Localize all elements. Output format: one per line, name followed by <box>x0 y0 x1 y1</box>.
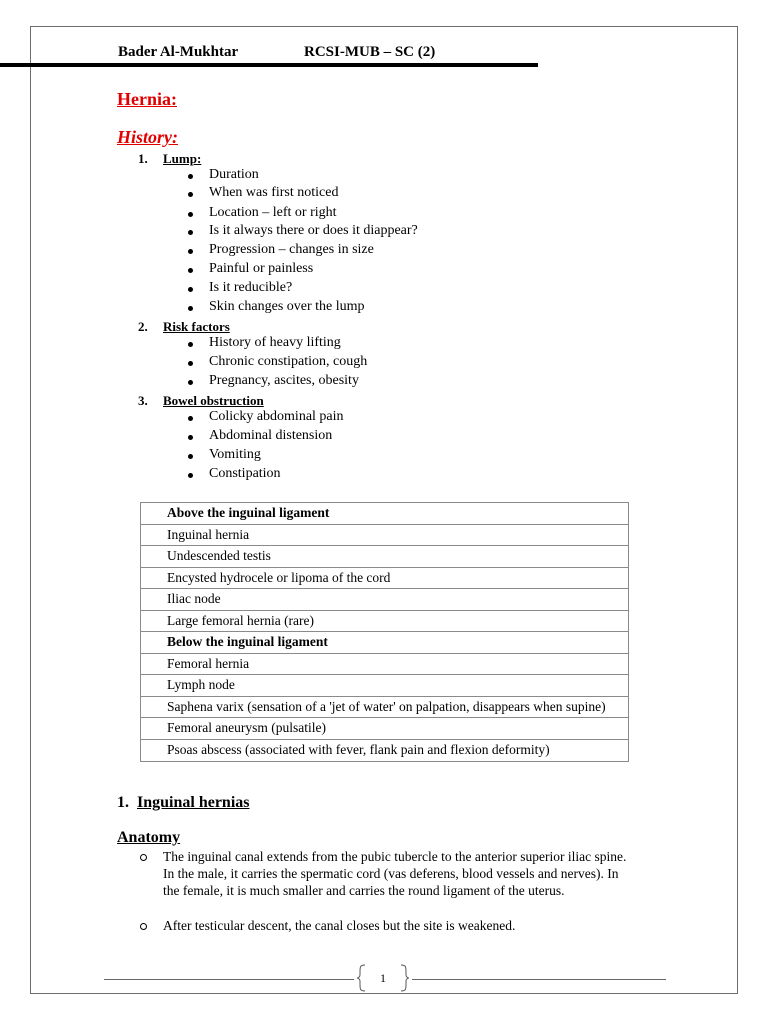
table-row: Saphena varix (sensation of a 'jet of water' on palpation, disappears when supine) <box>141 697 628 719</box>
table-row-heading-below: Below the inguinal ligament <box>141 632 628 654</box>
circle-bullet-icon <box>140 923 147 930</box>
page-number: 1 <box>380 971 386 985</box>
section-label-risk-factors: Risk factors <box>163 319 230 334</box>
list-item: Skin changes over the lump <box>209 299 365 314</box>
section-label-bowel-obstruction: Bowel obstruction <box>163 393 264 408</box>
list-item: Pregnancy, ascites, obesity <box>209 373 359 388</box>
section-number: 2. <box>138 319 148 334</box>
differential-table <box>140 502 629 762</box>
section-heading-inguinal <box>117 794 249 812</box>
bullet-icon <box>188 380 193 385</box>
section-label-lump: Lump: <box>163 151 202 166</box>
section-number: 1. <box>138 151 148 166</box>
table-row-heading-above: Above the inguinal ligament <box>141 503 628 525</box>
bullet-icon <box>188 473 193 478</box>
paragraph: The inguinal canal extends from the pubic tubercle to the anterior superior iliac spine. In the male, it carries the spermatic cord (vas deferens, blood vessels and nerves). In the female, it is much smaller and carries the round ligament of the uterus. <box>163 849 627 898</box>
bullet-icon <box>188 192 193 197</box>
bullet-icon <box>188 174 193 179</box>
table-row: Inguinal hernia <box>141 525 628 547</box>
bullet-icon <box>188 306 193 311</box>
bullet-icon <box>188 287 193 292</box>
bullet-icon <box>188 435 193 440</box>
table-row: Femoral aneurysm (pulsatile) <box>141 718 628 740</box>
list-item: Is it always there or does it diappear? <box>209 223 418 238</box>
bullet-icon <box>188 342 193 347</box>
section-number: 1. <box>117 794 129 811</box>
bullet-icon <box>188 249 193 254</box>
table-row: Iliac node <box>141 589 628 611</box>
header-rule <box>0 63 538 67</box>
table-row: Encysted hydrocele or lipoma of the cord <box>141 568 628 590</box>
list-item: Duration <box>209 167 259 182</box>
list-item: When was first noticed <box>209 185 339 200</box>
list-item: Is it reducible? <box>209 280 293 295</box>
list-item: Painful or painless <box>209 261 314 276</box>
list-item: Vomiting <box>209 447 261 462</box>
table-row: Undescended testis <box>141 546 628 568</box>
footer-rule-right <box>412 979 666 980</box>
table-row: Lymph node <box>141 675 628 697</box>
section-number: 3. <box>138 393 148 408</box>
page-header <box>118 44 436 61</box>
bullet-icon <box>188 268 193 273</box>
history-heading: History: <box>117 127 178 147</box>
table-row: Psoas abscess (associated with fever, flank pain and flexion deformity) <box>167 741 550 757</box>
table-row: Large femoral hernia (rare) <box>141 611 628 633</box>
circle-bullet-icon <box>140 854 147 861</box>
course-code: RCSI-MUB – SC (2) <box>304 44 436 60</box>
list-item: Location – left or right <box>209 205 337 220</box>
list-item: Progression – changes in size <box>209 242 374 257</box>
anatomy-heading: Anatomy <box>117 829 181 846</box>
footer-rule-left <box>104 979 354 980</box>
page-title: Hernia: <box>117 89 177 109</box>
list-item: Colicky abdominal pain <box>209 409 344 424</box>
list-item: Constipation <box>209 466 281 481</box>
author-name: Bader Al-Mukhtar <box>118 44 239 60</box>
bullet-icon <box>188 454 193 459</box>
paragraph: After testicular descent, the canal closes but the site is weakened. <box>163 918 516 933</box>
section-title: Inguinal hernias <box>137 794 250 811</box>
table-row: Femoral hernia <box>141 654 628 676</box>
bullet-icon <box>188 230 193 235</box>
list-item: Chronic constipation, cough <box>209 354 368 369</box>
bullet-icon <box>188 212 193 217</box>
bullet-icon <box>188 361 193 366</box>
list-item: Abdominal distension <box>209 428 333 443</box>
list-item: History of heavy lifting <box>209 335 341 350</box>
bullet-icon <box>188 416 193 421</box>
